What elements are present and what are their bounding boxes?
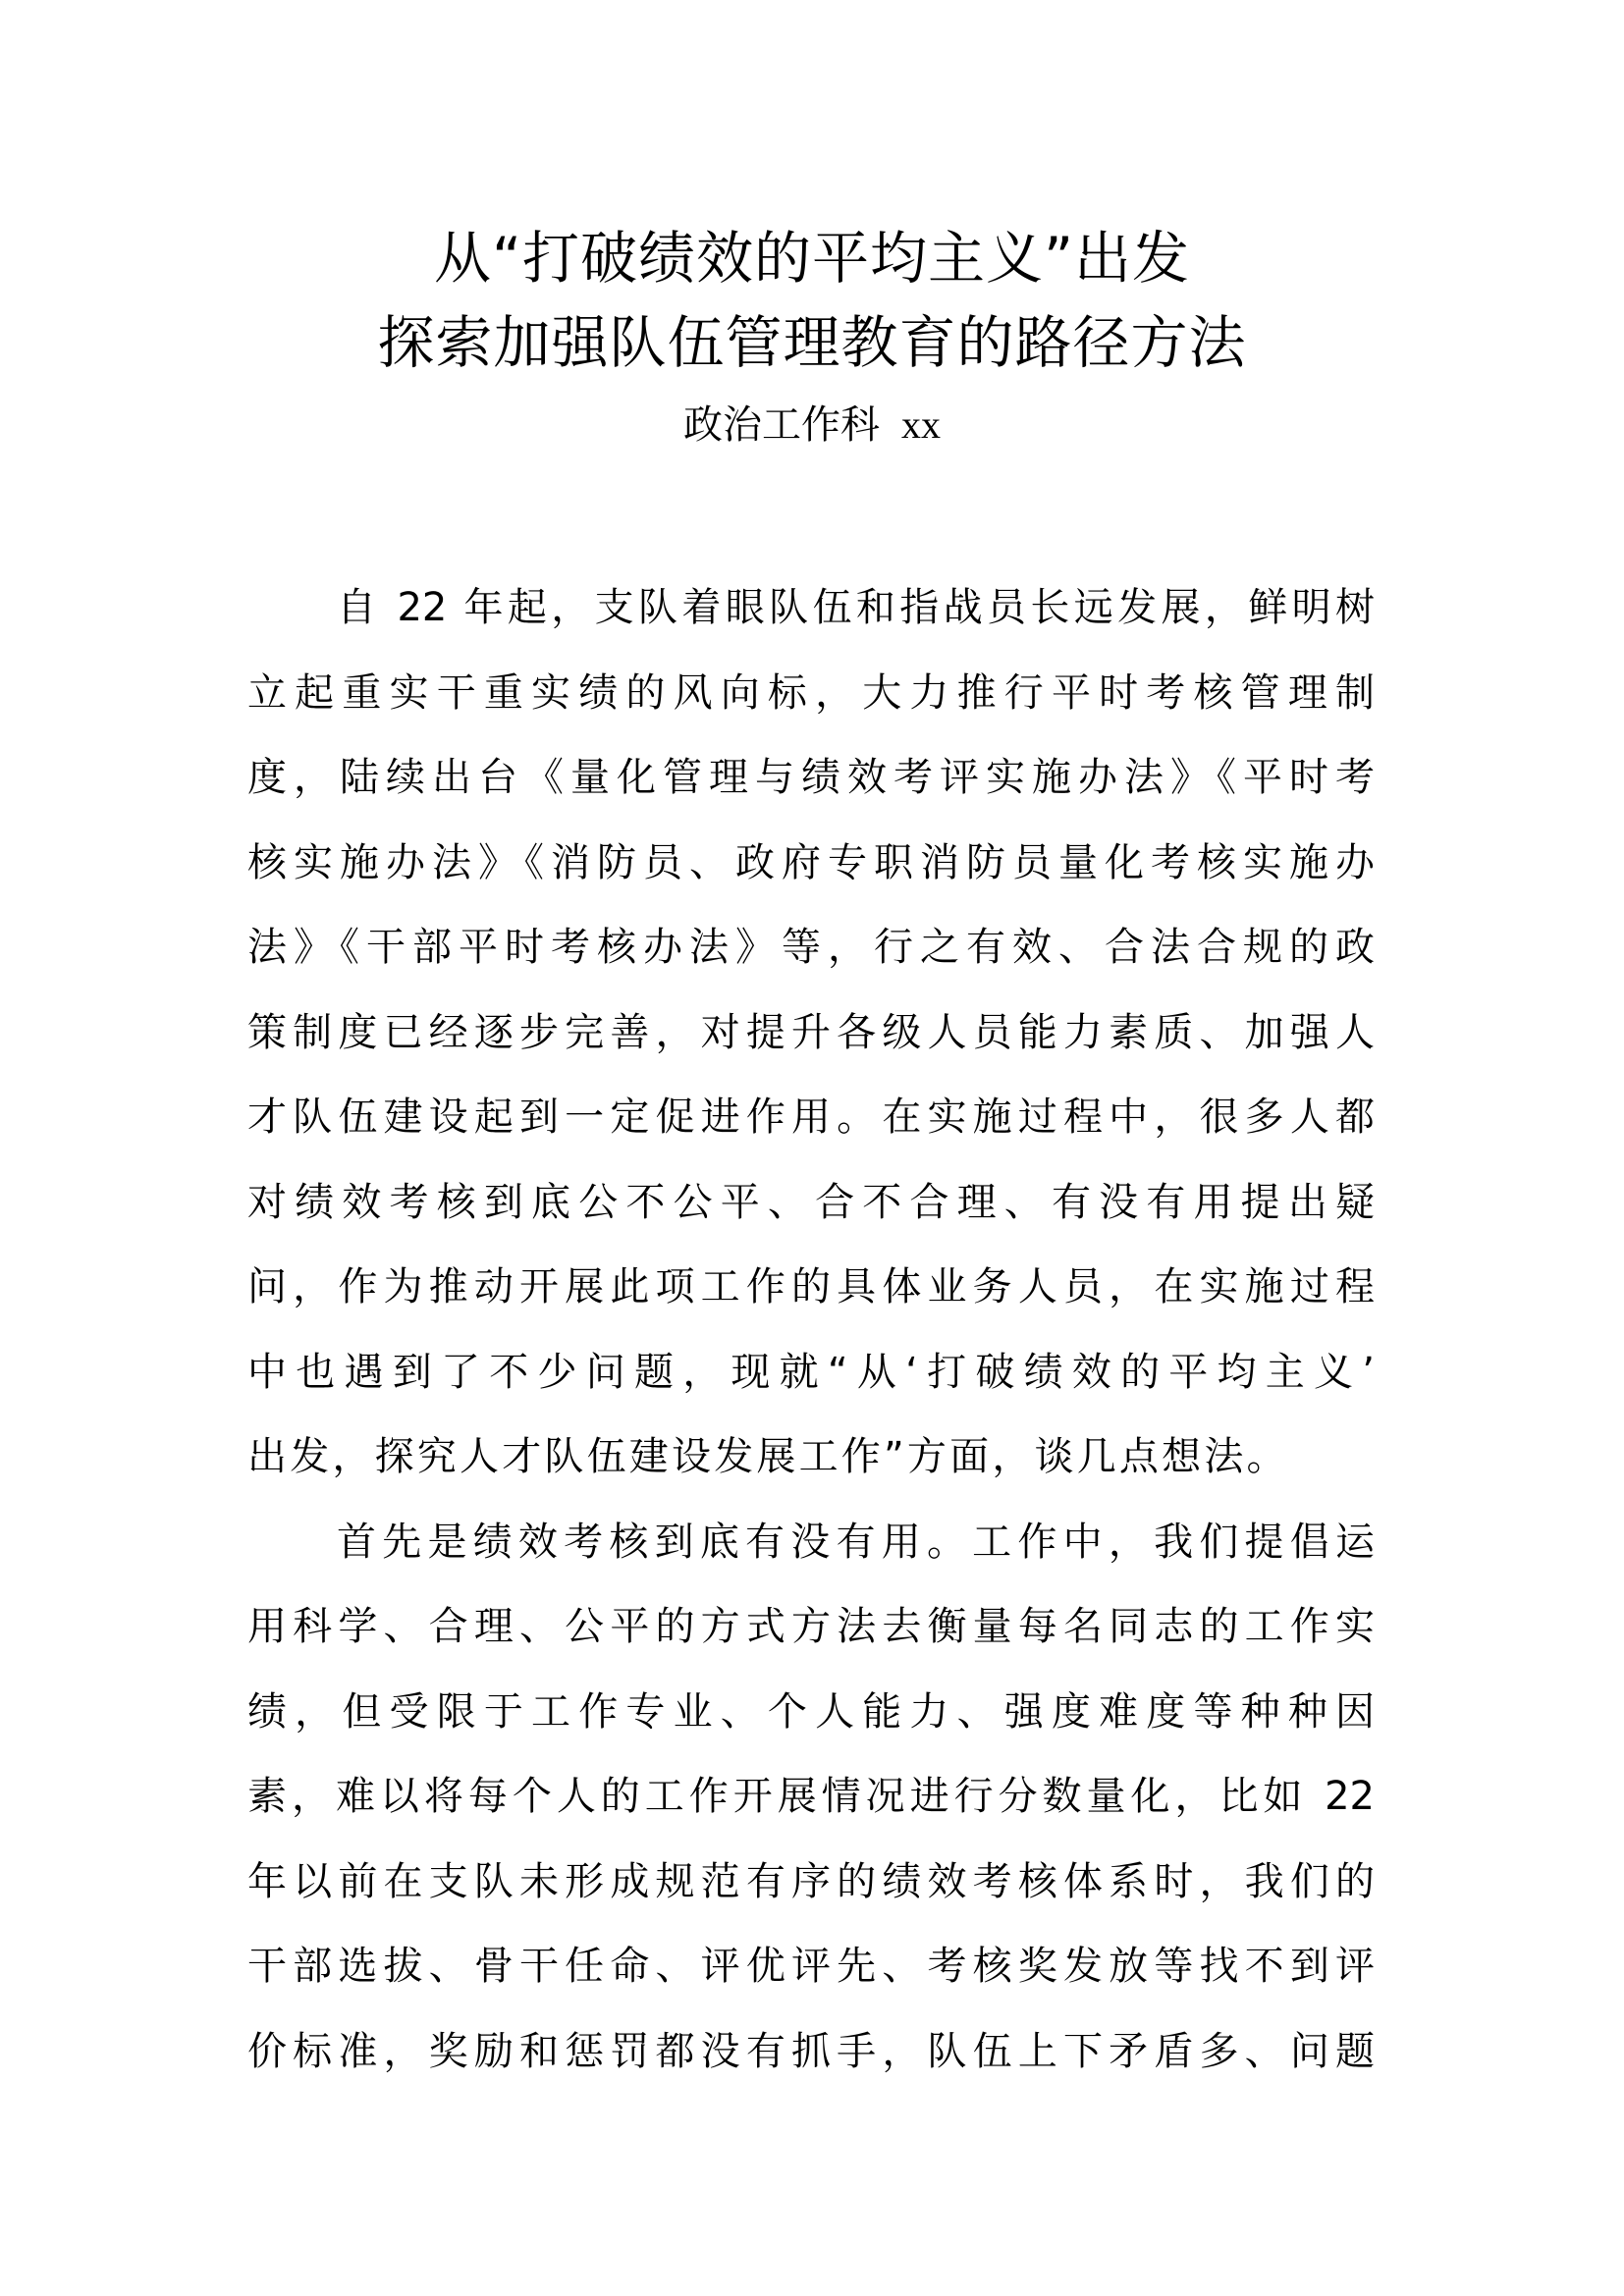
paragraph-line: 首先是绩效考核到底有没有用。工作中，我们提倡运 xyxy=(337,1519,1375,1565)
paragraph-line: 法》《干部平时考核办法》等，行之有效、合法合规的政 xyxy=(247,925,1375,970)
paragraph-line: 价标准，奖励和惩罚都没有抓手，队伍上下矛盾多、问题 xyxy=(247,2028,1375,2074)
paragraph-line: 绩，但受限于工作专业、个人能力、强度难度等种种因 xyxy=(247,1688,1375,1735)
body-text xyxy=(247,565,1375,2094)
paragraph-line: 问，作为推动开展此项工作的具体业务人员，在实施过程 xyxy=(247,1264,1375,1309)
paragraph-1 xyxy=(247,565,1375,1500)
byline-author: xx xyxy=(901,402,941,447)
paragraph-line: 对绩效考核到底公不公平、合不合理、有没有用提出疑 xyxy=(247,1179,1375,1225)
title-line-2: 探索加强队伍管理教育的路径方法 xyxy=(377,309,1247,376)
paragraph-line: 自 22 年起，支队着眼队伍和指战员长远发展，鲜明树 xyxy=(337,585,1375,630)
title-line-1: 从“打破绩效的平均主义”出发 xyxy=(433,225,1191,292)
paragraph-2 xyxy=(247,1500,1375,2095)
paragraph-line: 干部选拔、骨干任命、评优评先、考核奖发放等找不到评 xyxy=(247,1944,1375,1989)
paragraph-line: 才队伍建设起到一定促进作用。在实施过程中，很多人都 xyxy=(247,1095,1375,1140)
paragraph-line: 年以前在支队未形成规范有序的绩效考核体系时，我们的 xyxy=(247,1858,1375,1904)
paragraph-line: 度，陆续出台《量化管理与绩效考评实施办法》《平时考 xyxy=(247,755,1375,800)
paragraph-line: 立起重实干重实绩的风向标，大力推行平时考核管理制 xyxy=(247,669,1375,716)
paragraph-line: 素，难以将每个人的工作开展情况进行分数量化，比如 22 xyxy=(247,1774,1375,1819)
byline xyxy=(0,398,1624,453)
paragraph-line: 出发，探究人才队伍建设发展工作”方面，谈几点想法。 xyxy=(247,1434,1289,1479)
byline-department: 政治工作科 xyxy=(683,402,880,448)
paragraph-line: 策制度已经逐步完善，对提升各级人员能力素质、加强人 xyxy=(247,1009,1375,1055)
paragraph-line: 中也遇到了不少问题，现就“从‘打破绩效的平均主义’ xyxy=(247,1349,1375,1395)
paragraph-line: 核实施办法》《消防员、政府专职消防员量化考核实施办 xyxy=(247,839,1375,885)
paragraph-line: 用科学、合理、公平的方式方法去衡量每名同志的工作实 xyxy=(247,1604,1375,1649)
document-title xyxy=(0,216,1624,385)
